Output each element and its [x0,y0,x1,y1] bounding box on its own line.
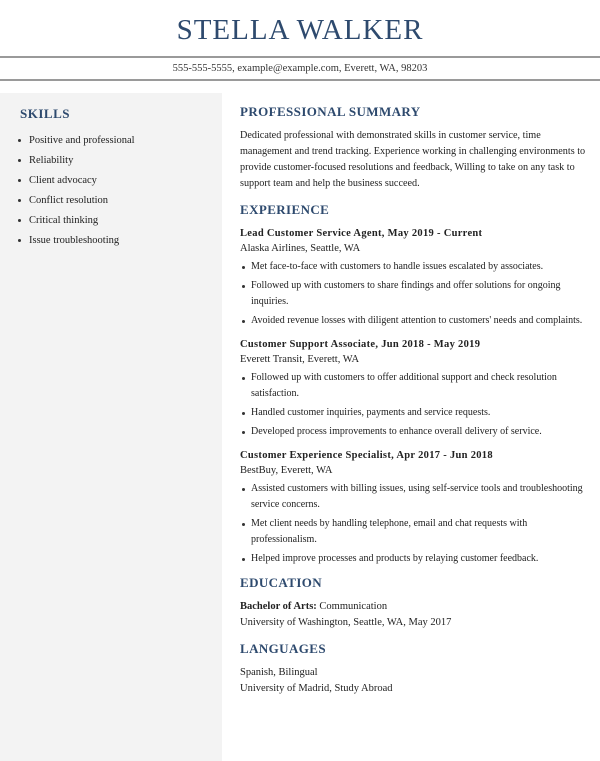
skill-item: Positive and professional [18,131,218,151]
job-company: Everett Transit, Everett, WA [240,354,360,365]
job-bullet: Followed up with customers to offer additional support and check resolution satisfaction. [240,370,590,402]
job-bullet: Met face-to-face with customers to handle issues escalated by associates. [240,259,590,275]
job-company: Alaska Airlines, Seattle, WA [240,243,361,254]
job-title: Customer Experience Specialist, Apr 2017 - Jun 2018 [240,450,493,461]
language-line: Spanish, Bilingual [240,667,318,678]
job-bullet: Avoided revenue losses with diligent attention to customers' needs and complaints. [240,313,590,329]
languages-heading: LANGUAGES [240,641,326,656]
skill-item: Issue troubleshooting [18,231,218,251]
job-title: Lead Customer Service Agent, May 2019 - Current [240,228,483,239]
degree-field: Communication [316,601,388,612]
main-content [240,104,590,697]
skill-item: Conflict resolution [18,191,218,211]
job-bullet: Met client needs by handling telephone, email and chat requests with professionalism. [240,516,590,548]
job-company: BestBuy, Everett, WA [240,465,333,476]
job-bullet: Handled customer inquiries, payments and service requests. [240,405,590,421]
job-bullets [240,259,590,329]
job-bullet: Helped improve processes and products by relaying customer feedback. [240,551,590,567]
candidate-name: STELLA WALKER [176,14,424,46]
language-study-line: University of Madrid, Study Abroad [240,683,393,694]
experience-heading: EXPERIENCE [240,202,330,217]
header-rule-bottom [0,79,600,81]
skill-item: Critical thinking [18,211,218,231]
degree-label: Bachelor of Arts: [240,601,317,612]
job-title: Customer Support Associate, Jun 2018 - May 2019 [240,339,481,350]
header-rule-top [0,56,600,58]
job-entry [240,448,590,567]
summary-heading: PROFESSIONAL SUMMARY [240,104,421,119]
degree-line [240,599,590,615]
job-entry [240,337,590,440]
job-bullet: Assisted customers with billing issues, using self-service tools and troubleshooting service concerns. [240,481,590,513]
school-line: University of Washington, Seattle, WA, May 2017 [240,617,452,628]
skill-item: Client advocacy [18,171,218,191]
skills-list [18,131,218,251]
job-bullets [240,481,590,567]
contact-info: 555-555-5555, example@example.com, Everett, WA, 98203 [172,63,428,74]
job-bullet: Followed up with customers to share findings and offer solutions for ongoing inquiries. [240,278,590,310]
job-bullet: Developed process improvements to enhance overall delivery of service. [240,424,590,440]
education-heading: EDUCATION [240,575,323,590]
skills-heading: SKILLS [20,106,70,121]
summary-text: Dedicated professional with demonstrated skills in customer service, time management and trend tracking. Experience working in challenging environments to provide customer-focused resolutions and feedback, Willing to take on any task to support team and help the business succeed. [240,130,586,189]
job-bullets [240,370,590,440]
skill-item: Reliability [18,151,218,171]
job-entry [240,226,590,329]
